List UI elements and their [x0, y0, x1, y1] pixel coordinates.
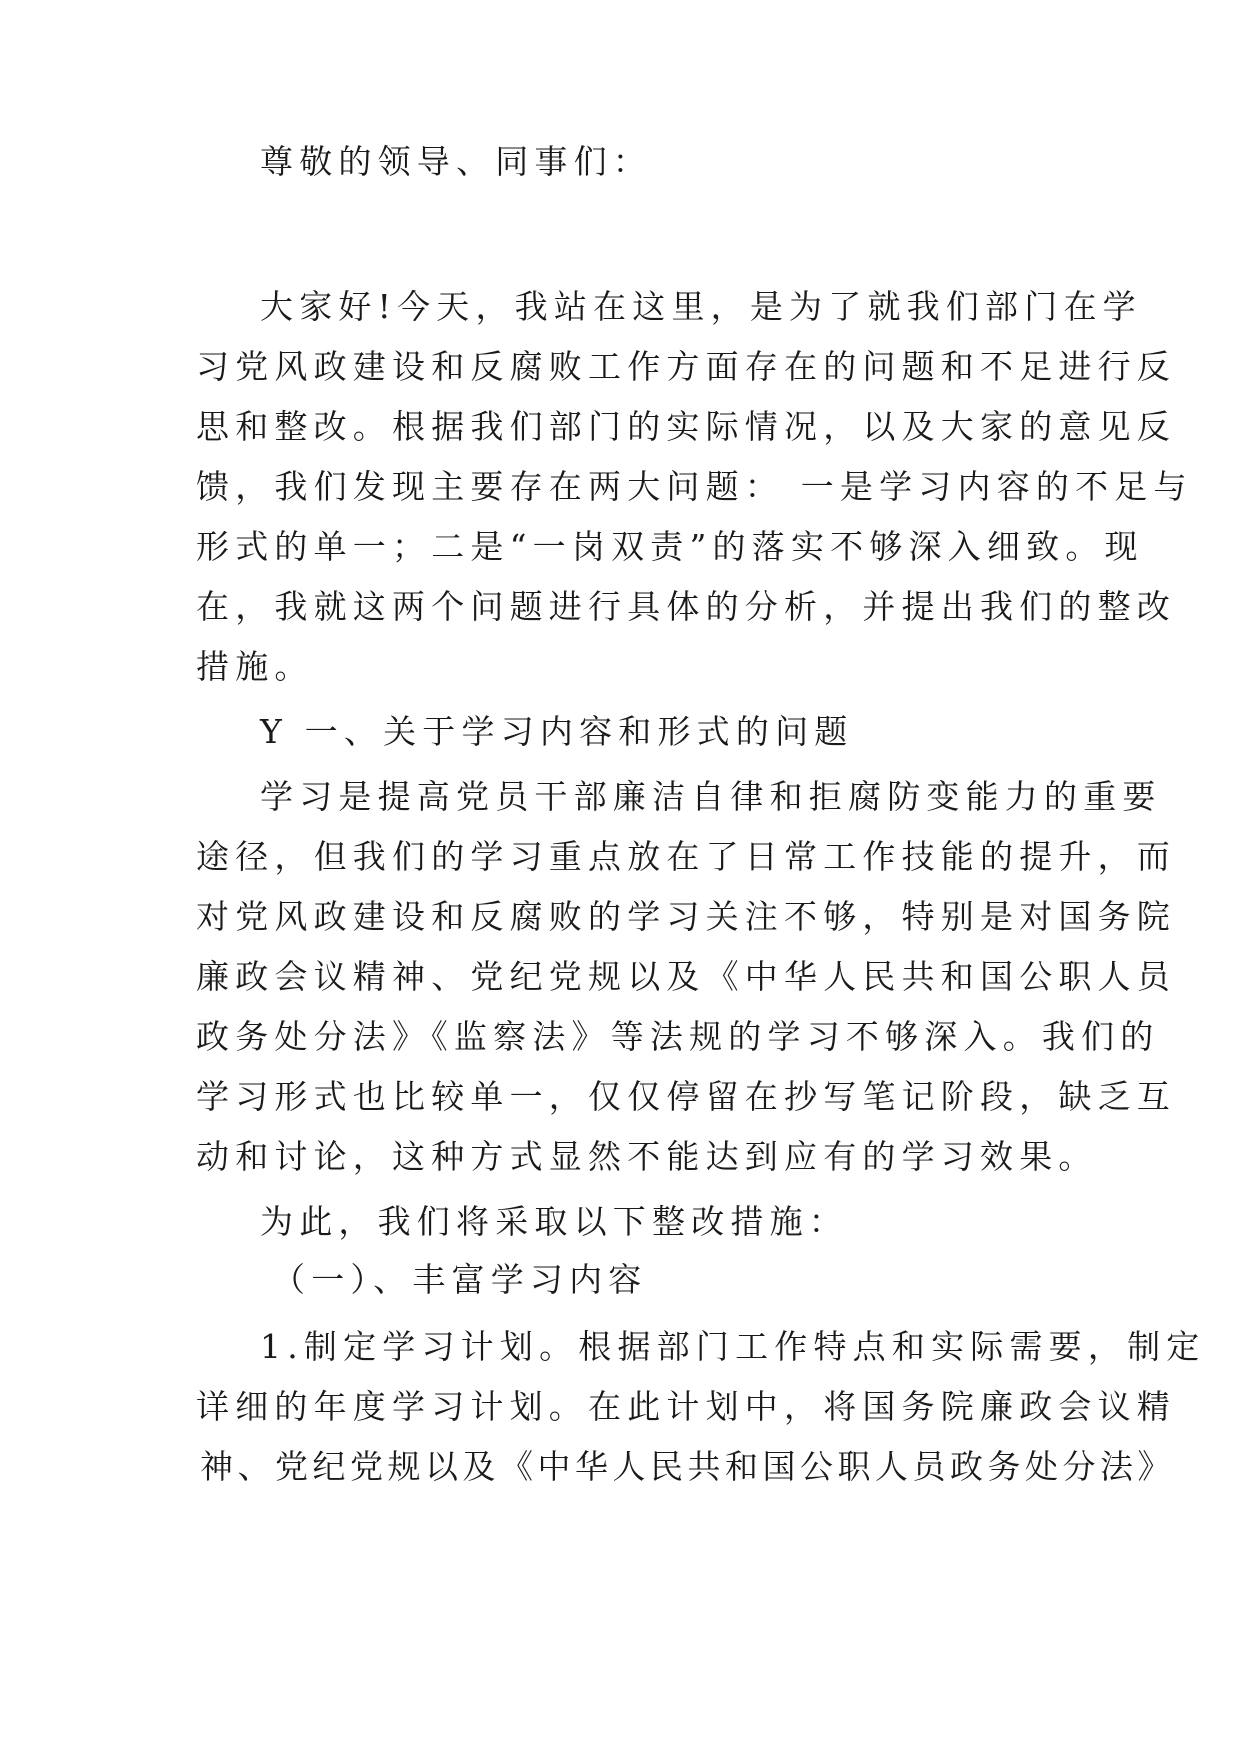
subheading-1: （一）、丰富学习内容 — [272, 1260, 648, 1299]
intro-line-2: 习党风政建设和反腐败工作方面存在的问题和不足进行反 — [196, 347, 1176, 386]
section1-line-3: 对党风政建设和反腐败的学习关注不够，特别是对国务院 — [196, 897, 1176, 936]
item1-line-3: 神、党纪党规以及《中华人民共和国公职人员政务处分法》 — [200, 1447, 1175, 1486]
measures-intro: 为此，我们将采取以下整改措施： — [260, 1202, 848, 1241]
section1-line-2: 途径，但我们的学习重点放在了日常工作技能的提升，而 — [196, 837, 1176, 876]
section1-line-7: 动和讨论，这种方式显然不能达到应有的学习效果。 — [196, 1137, 1098, 1176]
section1-line-5: 政务处分法》《监察法》等法规的学习不够深入。我们的 — [196, 1017, 1160, 1056]
item1-line-2: 详细的年度学习计划。在此计划中，将国务院廉政会议精 — [196, 1387, 1176, 1426]
intro-line-5: 形式的单一；二是“一岗双责”的落实不够深入细致。现 — [196, 527, 1144, 566]
intro-line-3: 思和整改。根据我们部门的实际情况，以及大家的意见反 — [196, 407, 1176, 446]
section1-heading: Y 一、关于学习内容和形式的问题 — [260, 712, 854, 751]
intro-line-6: 在，我就这两个问题进行具体的分析，并提出我们的整改 — [196, 587, 1176, 626]
intro-line-4: 馈，我们发现主要存在两大问题： 一是学习内容的不足与 — [196, 467, 1193, 506]
section1-line-4: 廉政会议精神、党纪党规以及《中华人民共和国公职人员 — [196, 957, 1176, 996]
greeting: 尊敬的领导、同事们： — [260, 142, 652, 181]
intro-line-7: 措施。 — [196, 647, 314, 686]
item1-line-1: 1.制定学习计划。根据部门工作特点和实际需要，制定 — [260, 1327, 1206, 1366]
intro-line-1: 大家好!今天，我站在这里，是为了就我们部门在学 — [260, 287, 1142, 326]
section1-line-1: 学习是提高党员干部廉洁自律和拒腐防变能力的重要 — [260, 777, 1162, 816]
section1-line-6: 学习形式也比较单一，仅仅停留在抄写笔记阶段，缺乏互 — [196, 1077, 1176, 1116]
